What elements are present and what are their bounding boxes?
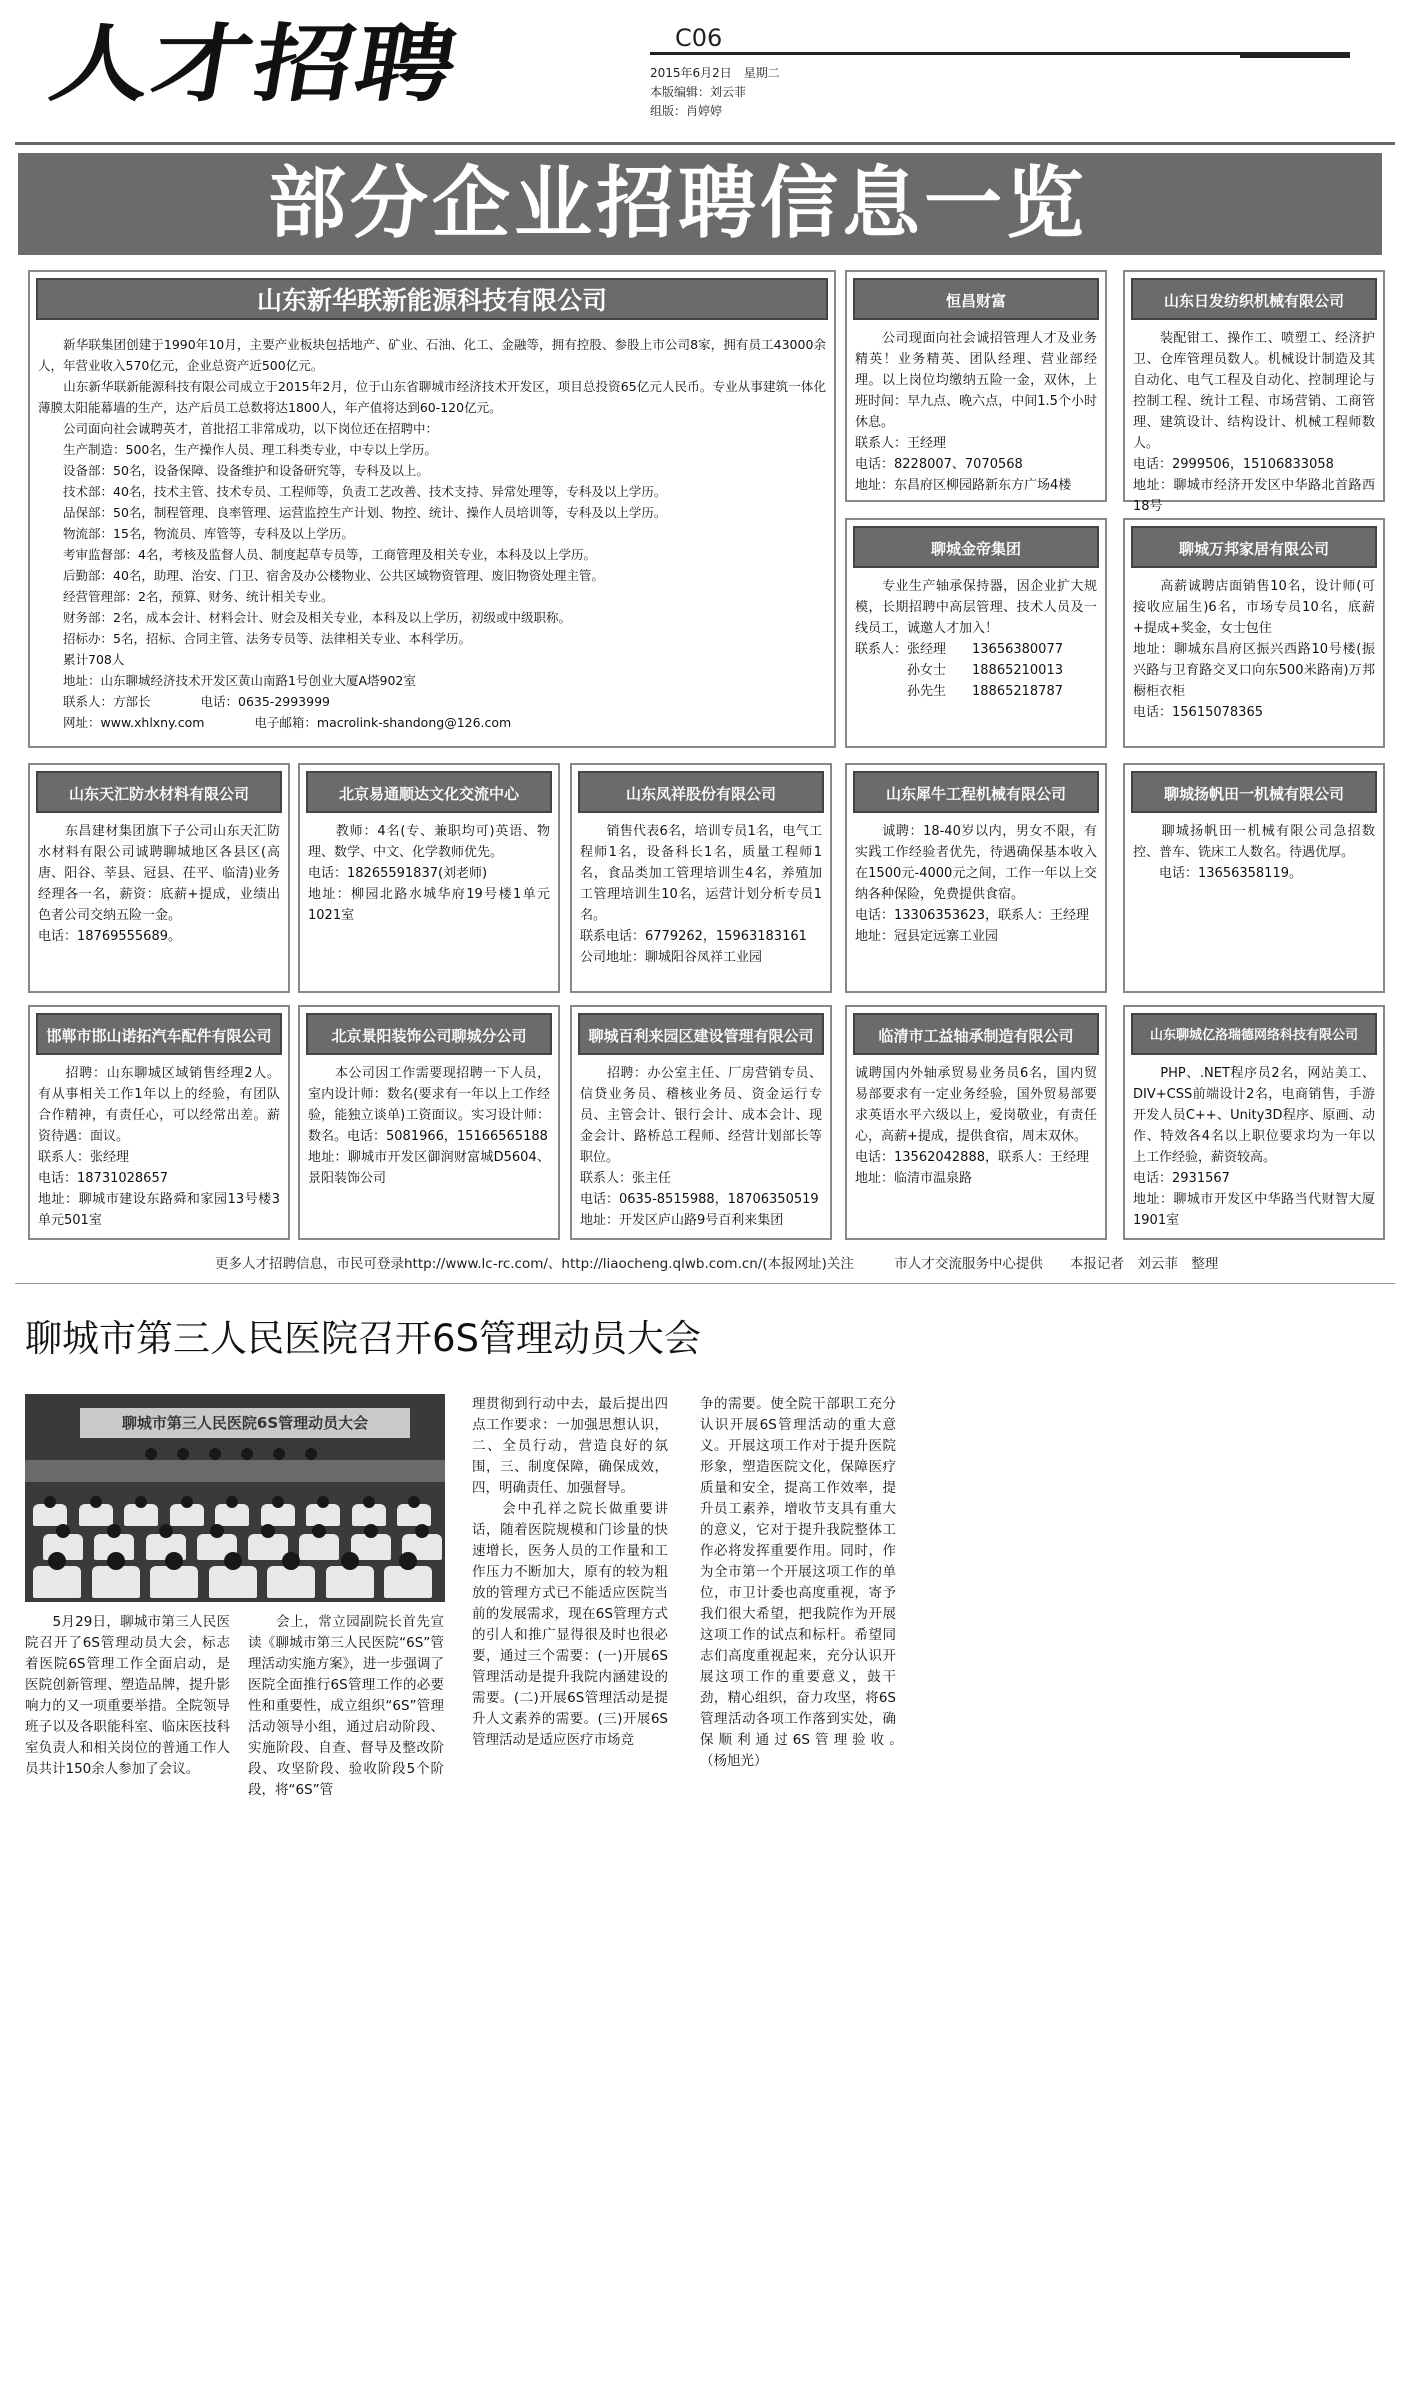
job-details: 新华联集团创建于1990年10月，主要产业板块包括地产、矿业、石油、化工、金融等，拥有控股、参股上市公司8家，拥有员工43000余人，年营业收入570亿元，企业总资产近500亿元。 山东新华联新能源科技有限公司成立于2015年2月，位于山东省聊城市经济技术开发区，项目总投资65亿元人民币。专业从事建筑一体化薄膜太阳能幕墙的生产，达产后员工总数将达1800人，年产值将达到60-120亿元。 公司面向社会诚聘英才，首批招工非常成功，以下岗位还在招聘中： 生产制造：500名，生产操作人员、理工科类专业，中专以上学历。 设备部：50名，设备保障、设备维护和设备研究等，专科及以上。 技术部：40名，技术主管、技术专员、工程师等，负责工艺改善、技术支持、异常处理等，专科及以上学历。 品保部：50名，制程管理、良率管理、运营监控生产计划、物控、统计、操作人员培训等，专科及以上学历。 物流部：15名，物流员、库管等，专科及以上学历。 考审监督部：4名，考核及监督人员、制度起草专员等，工商管理及相关专业，本科及以上学历。 后勤部：40名，助理、治安、门卫、宿舍及办公楼物业、公共区域物资管理、废旧物资处理主管。 经营管理部：2名，预算、财务、统计相关专业。 财务部：2名，成本会计、材料会计、财会及相关专业，本科及以上学历，初级或中级职称。 招标办：5名，招标、合同主管、法务专员等、法律相关专业、本科学历。 累计708人 地址：山东聊城经济技术开发区黄山南路1号创业大厦A塔902室 联系人：方部长 电话：0635-2993999 网址：www.xhlxny.com 电子邮箱：macrolink-shandong@126.com xyxy=(38,337,826,730)
job-card xyxy=(570,1005,832,1240)
job-details: 销售代表6名，培训专员1名，电气工程师1名，设备科长1名，质量工程师1名，食品类加工管理培训生4名，养殖加工管理培训生10名，运营计划分析专员1名。 联系电话：6779262，15963183161 公司地址：聊城阳谷凤祥工业园 xyxy=(580,824,822,965)
job-card xyxy=(298,1005,560,1240)
masthead-rule xyxy=(650,52,1340,55)
company-name: 山东天汇防水材料有限公司 xyxy=(36,771,282,813)
attendee-head xyxy=(210,1524,224,1538)
presider-head xyxy=(305,1448,317,1460)
job-card xyxy=(1123,763,1385,993)
chair-shape xyxy=(209,1566,257,1598)
attendee-head xyxy=(48,1552,66,1570)
date-line: 2015年6月2日 星期二 xyxy=(650,66,780,80)
attendee-head xyxy=(415,1524,429,1538)
banner-title: 部分企业招聘信息一览 xyxy=(268,159,1089,249)
job-card xyxy=(1123,270,1385,514)
job-card xyxy=(845,763,1107,993)
company-name: 山东聊城亿洛瑞德网络科技有限公司 xyxy=(1131,1013,1377,1055)
attendee-head xyxy=(90,1496,102,1508)
job-details: 招聘：山东聊城区域销售经理2人。有从事相关工作1年以上的经验，有团队合作精神，有责任心，可以经常出差。薪资待遇：面议。 联系人：张经理 电话：18731028657 地址：聊城市建设东路舜和家园13号楼3单元501室 xyxy=(38,1066,280,1228)
attendee-head xyxy=(44,1496,56,1508)
company-name: 北京景阳装饰公司聊城分公司 xyxy=(306,1013,552,1055)
job-details: 诚聘国内外轴承贸易业务员6名，国内贸易部要求有一定业务经验，国外贸易部要求英语水平六级以上，爱岗敬业，有责任心，高薪+提成，提供食宿，周末双休。 电话：13562042888，联系人：王经理 地址：临清市温泉路 xyxy=(855,1066,1097,1186)
masthead xyxy=(43,14,1350,124)
attendee-head xyxy=(363,1496,375,1508)
section-divider xyxy=(15,1283,1395,1284)
company-name: 聊城百利来园区建设管理有限公司 xyxy=(578,1013,824,1055)
photo-stage xyxy=(25,1460,445,1482)
job-details: 装配钳工、操作工、喷塑工、经济护卫、仓库管理员数人。机械设计制造及其自动化、电气工程及自动化、控制理论与控制工程、统计工程、市场营销、工商管理、建筑设计、结构设计、机械工程师数人。 电话：2999506，15106833058 地址：聊城市经济开发区中华路北首路西18号 xyxy=(1133,331,1375,514)
attendee-head xyxy=(135,1496,147,1508)
masthead-meta xyxy=(650,64,780,121)
chair-shape xyxy=(384,1566,432,1598)
job-details: PHP、.NET程序员2名，网站美工、DIV+CSS前端设计2名，电商销售，手游开发人员C++、Unity3D程序、原画、动作、特效各4名以上职位要求均为一年以上工作经验，薪资较高。 电话：2931567 地址：聊城市开发区中华路当代财智大厦1901室 xyxy=(1133,1066,1375,1228)
job-details: 招聘：办公室主任、厂房营销专员、信贷业务员、稽核业务员、资金运行专员、主管会计、银行会计、成本会计、现金会计、路桥总工程师、经营计划部长等职位。 联系人：张主任 电话：0635-8515988，18706350519 地址：开发区庐山路9号百利来集团 xyxy=(580,1066,822,1228)
company-name: 聊城万邦家居有限公司 xyxy=(1131,526,1377,568)
job-details: 东昌建材集团旗下子公司山东天汇防水材料有限公司诚聘聊城地区各县区(高唐、阳谷、莘县、冠县、茌平、临清)业务经理各一名，薪资：底薪+提成，业绩出色者公司交纳五险一金。 电话：18769555689。 xyxy=(38,824,280,944)
presider-head xyxy=(241,1448,253,1460)
company-name: 北京易通顺达文化交流中心 xyxy=(306,771,552,813)
photo-banner-text: 聊城市第三人民医院6S管理动员大会 xyxy=(80,1408,410,1438)
company-name: 山东新华联新能源科技有限公司 xyxy=(36,278,828,320)
section-title: 人才招聘 xyxy=(43,15,466,113)
attendee-head xyxy=(159,1524,173,1538)
chair-shape xyxy=(150,1566,198,1598)
job-details: 本公司因工作需要现招聘一下人员，室内设计师：数名(要求有一年以上工作经验，能独立谈单)工资面议。实习设计师：数名。电话：5081966，15166565188 地址：聊城市开发区御润财富城D5604、景阳装饰公司 xyxy=(308,1066,550,1186)
company-name: 聊城金帝集团 xyxy=(853,526,1099,568)
attendee-head xyxy=(181,1496,193,1508)
attendee-head xyxy=(364,1524,378,1538)
job-details: 公司现面向社会诚招管理人才及业务精英！业务精英、团队经理、营业部经理。以上岗位均缴纳五险一金，双休，上班时间：早九点、晚六点，中间1.5个小时休息。 联系人：王经理 电话：8228007、7070568 地址：东昌府区柳园路新东方广场4楼 xyxy=(855,331,1097,493)
chair-shape xyxy=(326,1566,374,1598)
job-card xyxy=(845,1005,1107,1240)
section-banner xyxy=(18,153,1382,255)
company-name: 山东日发纺织机械有限公司 xyxy=(1131,278,1377,320)
attendee-head xyxy=(56,1524,70,1538)
job-details: 聊城扬帆田一机械有限公司急招数控、普车、铣床工人数名。待遇优厚。 电话：13656358119。 xyxy=(1133,824,1375,881)
attendee-head xyxy=(341,1552,359,1570)
job-card xyxy=(298,763,560,993)
job-card xyxy=(28,270,836,748)
article-column-1: 5月29日，聊城市第三人民医院召开了6S管理动员大会，标志着医院6S管理工作全面启动，是医院创新管理、塑造品牌，提升影响力的又一项重要举措。全院领导班子以及各职能科室、临床医技科室负责人和相关岗位的普通工作人员共计150余人参加了会议。 xyxy=(25,1614,230,1777)
presider-head xyxy=(209,1448,221,1460)
job-card xyxy=(845,518,1107,748)
job-card xyxy=(845,270,1107,502)
attendee-head xyxy=(261,1524,275,1538)
attendee-head xyxy=(224,1552,242,1570)
company-name: 恒昌财富 xyxy=(853,278,1099,320)
job-details: 高薪诚聘店面销售10名，设计师(可接收应届生)6名，市场专员10名，底薪+提成+奖金，女士包住 地址：聊城东昌府区振兴西路10号楼(振兴路与卫育路交叉口向东500米路南)万邦橱柜衣柜 电话：15615078365 xyxy=(1133,579,1375,720)
masthead-rule-accent xyxy=(1240,52,1350,58)
company-name: 邯郸市邯山诺拓汽车配件有限公司 xyxy=(36,1013,282,1055)
masthead-divider xyxy=(15,142,1395,145)
company-name: 山东犀牛工程机械有限公司 xyxy=(853,771,1099,813)
company-name: 临清市工益轴承制造有限公司 xyxy=(853,1013,1099,1055)
article-headline: 聊城市第三人民医院召开6S管理动员大会 xyxy=(25,1317,702,1360)
job-details: 专业生产轴承保持器，因企业扩大规模，长期招聘中高层管理、技术人员及一线员工，诚邀人才加入！ 联系人：张经理 13656380077 孙女士 18865210013 孙先生 18865218787 xyxy=(855,579,1097,699)
article-column-2: 会上，常立园副院长首先宣读《聊城市第三人民医院“6S”管理活动实施方案》，进一步强调了医院全面推行6S管理工作的必要性和重要性，成立组织“6S”管理活动领导小组，通过启动阶段、实施阶段、自查、督导及整改阶段、攻坚阶段、验收阶段5个阶段，将“6S”管 xyxy=(248,1614,444,1798)
presider-head xyxy=(177,1448,189,1460)
job-card xyxy=(1123,518,1385,748)
editor-line: 本版编辑：刘云菲 xyxy=(650,85,747,99)
chair-shape xyxy=(92,1566,140,1598)
attendee-head xyxy=(107,1552,125,1570)
job-card xyxy=(28,1005,290,1240)
article-column-4: 争的需要。使全院干部职工充分认识开展6S管理活动的重大意义。开展这项工作对于提升医院形象，塑造医院文化，保障医疗质量和安全，提高工作效率，提升员工素养，增收节支具有重大的意义，它对于提升我院整体工作必将发挥重要作用。同时，作为全市第一个开展这项工作的单位，市卫计委也高度重视，寄予我们很大希望，把我院作为开展这项工作的试点和标杆。希望同志们高度重视起来，充分认识开展这项工作的重要意义，鼓干劲，精心组织，奋力攻坚，将6S管理活动各项工作落到实处，确保顺利通过6S管理验收。 （杨旭光） xyxy=(700,1396,950,1769)
chair-shape xyxy=(267,1566,315,1598)
attendee-head xyxy=(272,1496,284,1508)
layout-line: 组版：肖婷婷 xyxy=(650,104,723,118)
job-card xyxy=(570,763,832,993)
job-card xyxy=(28,763,290,993)
job-details: 诚聘：18-40岁以内，男女不限，有实践工作经验者优先，待遇确保基本收入在1500元-4000元之间，工作一年以上交纳各种保险，免费提供食宿。 电话：13306353623，联系人：王经理 地址：冠县定远寨工业园 xyxy=(855,824,1097,944)
presider-head xyxy=(273,1448,285,1460)
article-column-3: 理贯彻到行动中去，最后提出四点工作要求：一加强思想认识，二、全员行动，营造良好的氛围，三、制度保障，确保成效，四，明确责任、加强督导。 会中孔祥之院长做重要讲话，随着医院规模和门诊量的快速增长，医务人员的工作量和工作压力不断加大，原有的较为粗放的管理方式已不能适应医院当前的发展需求，现在6S管理方式的引人和推广显得很及时也很必要，通过三个需要：(一)开展6S管理活动是提升我院内涵建设的需要。(二)开展6S管理活动是提升人文素养的需要。(三)开展6S管理活动是适应医疗市场竞 xyxy=(472,1396,668,1748)
page-number: C06 xyxy=(675,24,723,52)
company-name: 聊城扬帆田一机械有限公司 xyxy=(1131,771,1377,813)
chair-shape xyxy=(33,1566,81,1598)
presider-head xyxy=(145,1448,157,1460)
job-card xyxy=(1123,1005,1385,1240)
recruitment-footer-note: 更多人才招聘信息，市民可登录http://www.lc-rc.com/、http://liaocheng.qlwb.com.cn/(本报网址)关注 市人才交流服务中心提供 本报记者 刘云菲 整理 xyxy=(215,1256,1219,1272)
meeting-photo xyxy=(25,1394,445,1602)
job-details: 教师：4名(专、兼职均可)英语、物理、数学、中文、化学教师优先。 电话：18265591837(刘老师) 地址：柳园北路水城华府19号楼1单元1021室 xyxy=(308,824,550,923)
company-name: 山东凤祥股份有限公司 xyxy=(578,771,824,813)
